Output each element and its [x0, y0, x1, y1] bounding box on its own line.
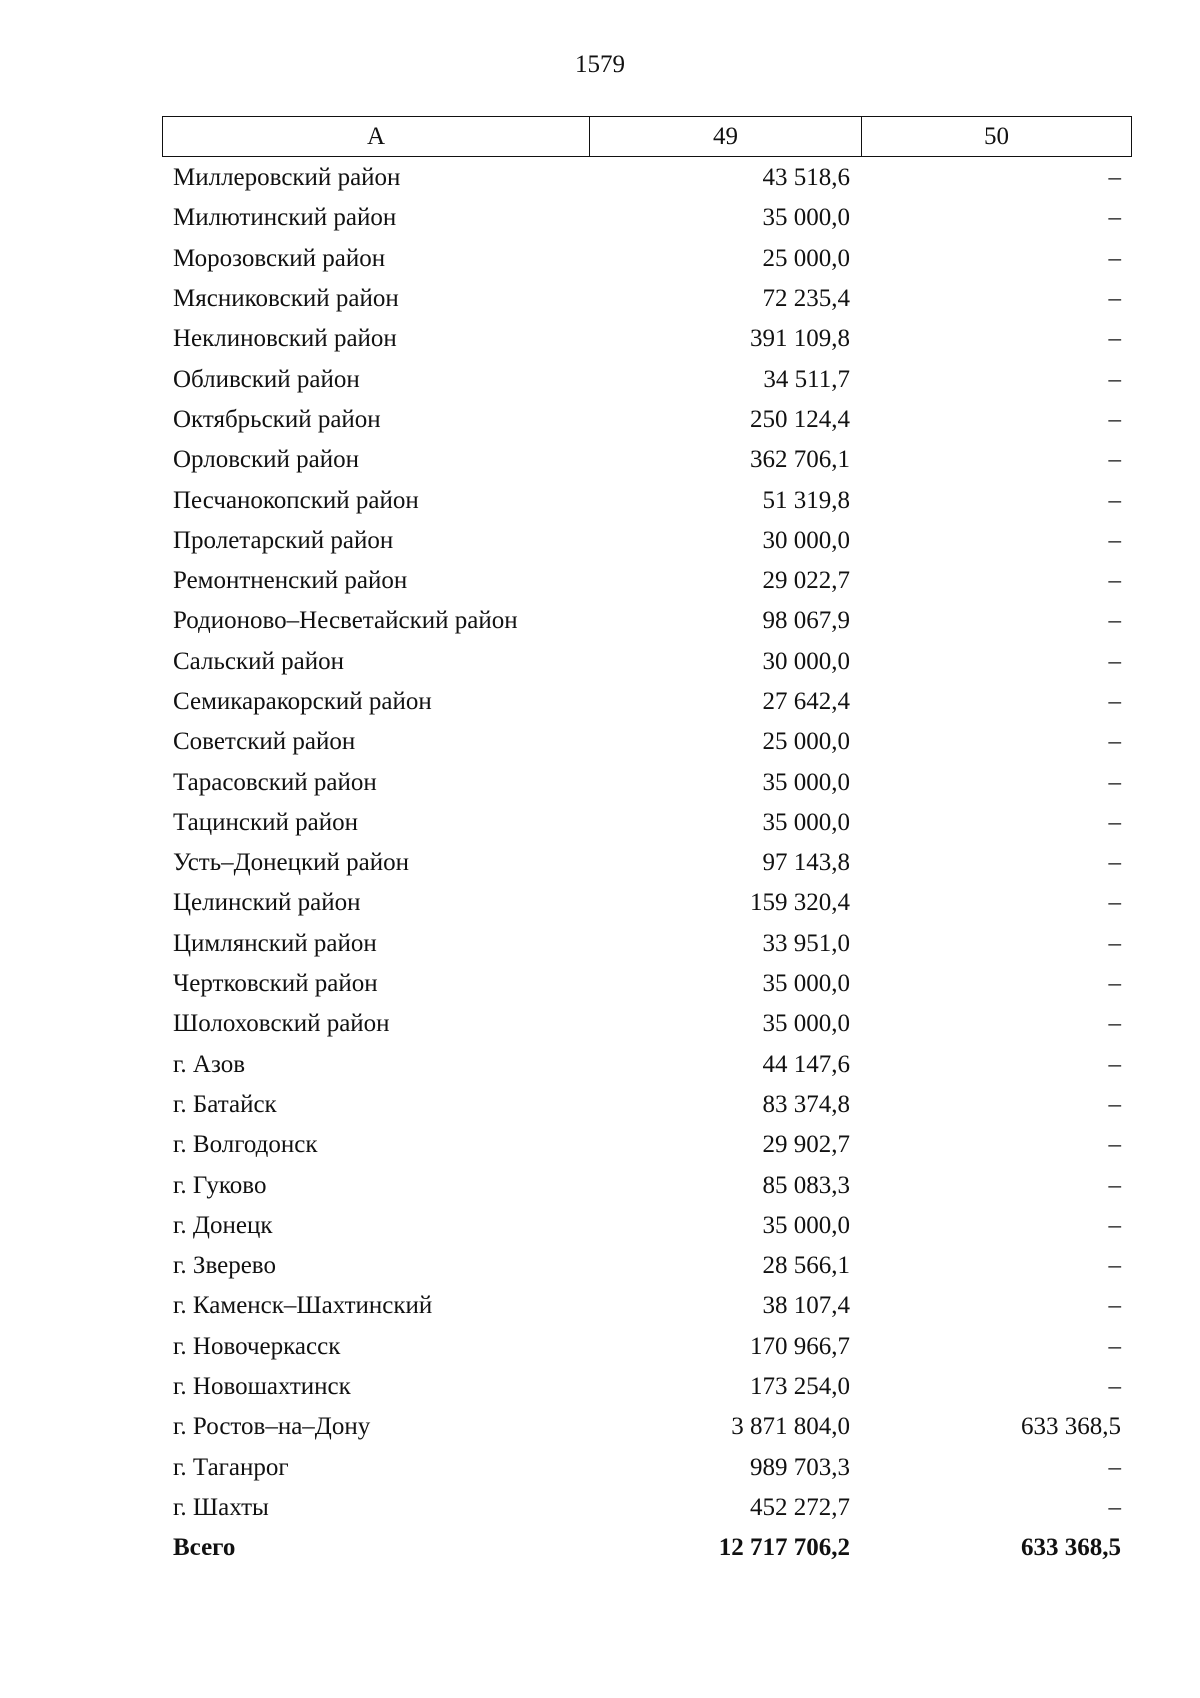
- table-row: [162, 440, 1132, 480]
- row-value-49: 98 067,9: [762, 607, 850, 635]
- row-value-49: 173 254,0: [750, 1373, 850, 1401]
- row-value-50: –: [1108, 244, 1121, 272]
- row-name: Миллеровский район: [173, 164, 401, 192]
- row-value-50: –: [1108, 526, 1121, 554]
- row-value-50: 633 368,5: [1021, 1413, 1121, 1441]
- table-row: [162, 762, 1132, 802]
- table-row: [162, 480, 1132, 520]
- page-number: 1579: [575, 51, 625, 78]
- row-value-50: –: [1108, 808, 1121, 836]
- row-value-49: 25 000,0: [762, 244, 850, 272]
- row-name: Обливский район: [173, 365, 360, 393]
- table-row: [162, 1246, 1132, 1286]
- table-row: [162, 1448, 1132, 1488]
- row-value-49: 72 235,4: [762, 285, 850, 313]
- row-name: Тарасовский район: [173, 768, 377, 796]
- row-value-50: –: [1108, 164, 1121, 192]
- total-label: Всего: [173, 1534, 236, 1562]
- row-name: Милютинский район: [173, 204, 397, 232]
- row-value-49: 38 107,4: [762, 1292, 850, 1320]
- table-row: [162, 1125, 1132, 1165]
- total-value-49: 12 717 706,2: [718, 1534, 850, 1562]
- row-value-49: 28 566,1: [762, 1252, 850, 1280]
- row-name: Сальский район: [173, 647, 344, 675]
- row-value-49: 25 000,0: [762, 728, 850, 756]
- row-value-50: –: [1108, 1453, 1121, 1481]
- row-value-49: 83 374,8: [762, 1090, 850, 1118]
- row-value-49: 362 706,1: [750, 446, 850, 474]
- table-row: [162, 359, 1132, 399]
- row-name: г. Шахты: [173, 1493, 269, 1521]
- table-row: [162, 803, 1132, 843]
- row-value-50: –: [1108, 889, 1121, 917]
- row-value-49: 35 000,0: [762, 204, 850, 232]
- row-value-50: –: [1108, 970, 1121, 998]
- row-value-49: 34 511,7: [763, 365, 850, 393]
- row-name: г. Волгодонск: [173, 1131, 318, 1159]
- row-value-49: 29 902,7: [762, 1131, 850, 1159]
- table-row: [162, 521, 1132, 561]
- row-value-50: –: [1108, 1252, 1121, 1280]
- row-value-49: 30 000,0: [762, 526, 850, 554]
- row-value-50: –: [1108, 325, 1121, 353]
- row-value-49: 452 272,7: [750, 1493, 850, 1521]
- total-row: [162, 1528, 1132, 1568]
- row-value-50: –: [1108, 567, 1121, 595]
- row-value-49: 44 147,6: [762, 1050, 850, 1078]
- row-value-50: –: [1108, 446, 1121, 474]
- row-name: Усть–Донецкий район: [173, 849, 410, 877]
- row-name: г. Каменск–Шахтинский: [173, 1292, 433, 1320]
- table-row: [162, 198, 1132, 238]
- row-value-50: –: [1108, 486, 1121, 514]
- table-row: [162, 1165, 1132, 1205]
- row-name: г. Ростов–на–Дону: [173, 1413, 371, 1441]
- row-name: г. Гуково: [173, 1171, 267, 1199]
- column-header-a: А: [163, 117, 590, 156]
- table-row: [162, 883, 1132, 923]
- row-name: Мясниковский район: [173, 285, 399, 313]
- row-value-49: 35 000,0: [762, 768, 850, 796]
- row-value-50: –: [1108, 365, 1121, 393]
- row-name: г. Новочеркасск: [173, 1332, 341, 1360]
- row-name: Песчанокопский район: [173, 486, 419, 514]
- table-row: [162, 1407, 1132, 1447]
- row-name: г. Зверево: [173, 1252, 276, 1280]
- row-value-50: –: [1108, 1292, 1121, 1320]
- row-name: Ремонтненский район: [173, 567, 408, 595]
- row-name: Чертковский район: [173, 970, 378, 998]
- row-value-49: 35 000,0: [762, 1010, 850, 1038]
- row-value-50: –: [1108, 647, 1121, 675]
- table-row: [162, 1488, 1132, 1528]
- row-value-50: –: [1108, 728, 1121, 756]
- row-value-49: 33 951,0: [762, 929, 850, 957]
- table-row: [162, 924, 1132, 964]
- table-row: [162, 1367, 1132, 1407]
- table-row: [162, 279, 1132, 319]
- row-value-49: 35 000,0: [762, 808, 850, 836]
- row-value-50: –: [1108, 607, 1121, 635]
- row-value-49: 170 966,7: [750, 1332, 850, 1360]
- row-name: Пролетарский район: [173, 526, 394, 554]
- row-value-50: –: [1108, 688, 1121, 715]
- table-row: [162, 1085, 1132, 1125]
- row-value-50: –: [1108, 1211, 1121, 1239]
- row-value-50: –: [1108, 1493, 1121, 1521]
- row-name: г. Азов: [173, 1050, 246, 1078]
- row-name: г. Таганрог: [173, 1453, 289, 1481]
- row-name: Цимлянский район: [173, 929, 377, 957]
- row-value-50: –: [1108, 1090, 1121, 1118]
- table-row: [162, 1286, 1132, 1326]
- table-row: [162, 964, 1132, 1004]
- row-value-49: 3 871 804,0: [731, 1413, 850, 1441]
- table-row: [162, 1004, 1132, 1044]
- row-value-50: –: [1108, 849, 1121, 877]
- row-name: Шолоховский район: [173, 1010, 390, 1038]
- table-row: [162, 319, 1132, 359]
- row-value-50: –: [1108, 285, 1121, 313]
- row-value-49: 989 703,3: [750, 1453, 850, 1481]
- row-value-49: 27 642,4: [762, 688, 850, 715]
- table-row: [162, 239, 1132, 279]
- row-name: Родионово–Несветайский район: [173, 607, 518, 635]
- row-value-50: –: [1108, 1131, 1121, 1159]
- row-name: Советский район: [173, 728, 356, 756]
- column-header-50: 50: [984, 122, 1009, 150]
- row-name: г. Новошахтинск: [173, 1373, 351, 1401]
- row-value-50: –: [1108, 1050, 1121, 1078]
- table-row: [162, 682, 1132, 722]
- row-value-49: 35 000,0: [762, 1211, 850, 1239]
- table-row: [162, 843, 1132, 883]
- row-name: г. Батайск: [173, 1090, 277, 1118]
- row-name: Неклиновский район: [173, 325, 397, 353]
- table-row: [162, 400, 1132, 440]
- row-value-49: 159 320,4: [750, 889, 850, 917]
- table-row: [162, 158, 1132, 198]
- row-value-49: 35 000,0: [762, 970, 850, 998]
- table-row: [162, 601, 1132, 641]
- row-value-49: 250 124,4: [750, 405, 850, 433]
- table-row: [162, 1045, 1132, 1085]
- total-value-50: 633 368,5: [1021, 1534, 1121, 1562]
- row-value-50: –: [1108, 929, 1121, 957]
- row-value-50: –: [1108, 405, 1121, 433]
- row-value-49: 391 109,8: [750, 325, 850, 353]
- row-name: г. Донецк: [173, 1211, 273, 1239]
- row-value-49: 43 518,6: [762, 164, 850, 192]
- column-header-49: 49: [590, 117, 862, 156]
- row-name: Семикаракорский район: [173, 688, 432, 715]
- row-name: Орловский район: [173, 446, 359, 474]
- row-value-49: 29 022,7: [762, 567, 850, 595]
- row-value-49: 30 000,0: [762, 647, 850, 675]
- row-name: Целинский район: [173, 889, 361, 917]
- table-row: [162, 561, 1132, 601]
- row-value-50: –: [1108, 1171, 1121, 1199]
- table-row: [162, 642, 1132, 682]
- table-row: [162, 1206, 1132, 1246]
- row-value-49: 97 143,8: [762, 849, 850, 877]
- row-value-50: –: [1108, 1373, 1121, 1401]
- row-value-50: –: [1108, 1010, 1121, 1038]
- table-body: [162, 158, 1132, 1568]
- row-value-49: 85 083,3: [762, 1171, 850, 1199]
- row-name: Тацинский район: [173, 808, 358, 836]
- row-name: Октябрьский район: [173, 405, 381, 433]
- row-value-49: 51 319,8: [762, 486, 850, 514]
- table-row: [162, 722, 1132, 762]
- table-header: [162, 116, 1132, 157]
- row-value-50: –: [1108, 1332, 1121, 1360]
- table-row: [162, 1327, 1132, 1367]
- row-value-50: –: [1108, 768, 1121, 796]
- row-value-50: –: [1108, 204, 1121, 232]
- row-name: Морозовский район: [173, 244, 386, 272]
